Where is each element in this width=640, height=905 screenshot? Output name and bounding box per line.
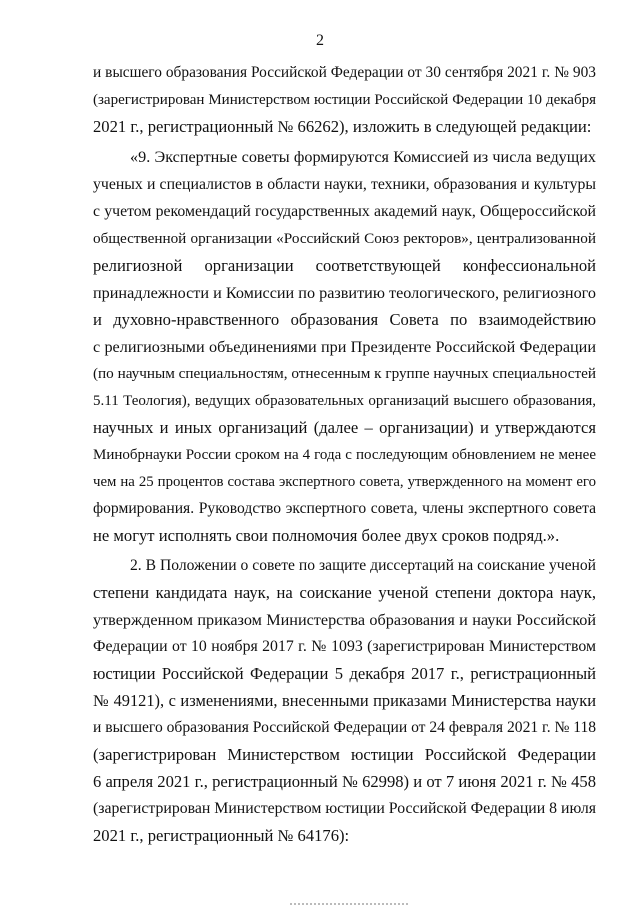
- text-line: 2021 г., регистрационный № 64176):: [93, 826, 350, 845]
- text-line: 2021 г., регистрационный № 66262), изложить в следующей редакции:: [93, 117, 592, 136]
- text-line: (зарегистрирован Министерством юстиции Российской Федерации 8 июля: [93, 800, 597, 817]
- text-line: юстиции Российской Федерации 5 декабря 2017 г., регистрационный: [93, 664, 596, 683]
- text-line: формирования. Руководство экспертного совета, члены экспертного совета: [93, 500, 596, 517]
- text-line: и духовно-нравственного образования Совета по взаимодействию: [93, 310, 596, 329]
- text-line: (зарегистрирован Министерством юстиции Российской Федерации: [93, 745, 596, 764]
- text-line: с религиозными объединениями при Президенте Российской Федерации: [93, 338, 596, 356]
- paragraph-first-line: 2. В Положении о совете по защите диссертаций на соискание ученой: [130, 557, 596, 574]
- text-line: степени кандидата наук, на соискание ученой степени доктора наук,: [93, 583, 596, 602]
- text-line: № 49121), с изменениями, внесенными приказами Министерства науки: [93, 691, 596, 710]
- text-line: принадлежности и Комиссии по развитию теологического, религиозного: [93, 284, 596, 302]
- text-line: общественной организации «Российский Союз ректоров», централизованной: [93, 230, 596, 247]
- text-line: не могут исполнять свои полномочия более двух сроков подряд.».: [93, 526, 560, 545]
- text-line: Минобрнауки России сроком на 4 года с последующим обновлением не менее: [93, 447, 596, 463]
- text-line: ученых и специалистов в области науки, техники, образования и культуры: [93, 176, 596, 193]
- text-line: чем на 25 процентов состава экспертного совета, утвержденного на момент его: [93, 474, 596, 490]
- text-line: религиозной организации соответствующей конфессиональной: [93, 256, 596, 275]
- paragraph-first-line: «9. Экспертные советы формируются Комиссией из числа ведущих: [130, 148, 596, 166]
- text-line: (зарегистрирован Министерством юстиции Российской Федерации 10 декабря: [93, 92, 596, 108]
- text-line: 5.11 Теология), ведущих образовательных организаций высшего образования,: [93, 393, 596, 409]
- text-line: 6 апреля 2021 г., регистрационный № 62998) и от 7 июня 2021 г. № 458: [93, 772, 596, 791]
- text-line: (по научным специальностям, отнесенным к группе научных специальностей: [93, 365, 596, 382]
- text-line: научных и иных организаций (далее – организации) и утверждаются: [93, 418, 596, 437]
- text-line: утвержденном приказом Министерства образования и науки Российской: [93, 611, 596, 629]
- page-number: 2: [316, 32, 324, 49]
- text-line: Федерации от 10 ноября 2017 г. № 1093 (зарегистрирован Министерством: [93, 638, 596, 655]
- text-line: с учетом рекомендаций государственных академий наук, Общероссийской: [93, 203, 596, 220]
- text-line: и высшего образования Российской Федерации от 30 сентября 2021 г. № 903: [93, 64, 596, 81]
- text-line: и высшего образования Российской Федерации от 24 февраля 2021 г. № 118: [93, 719, 597, 736]
